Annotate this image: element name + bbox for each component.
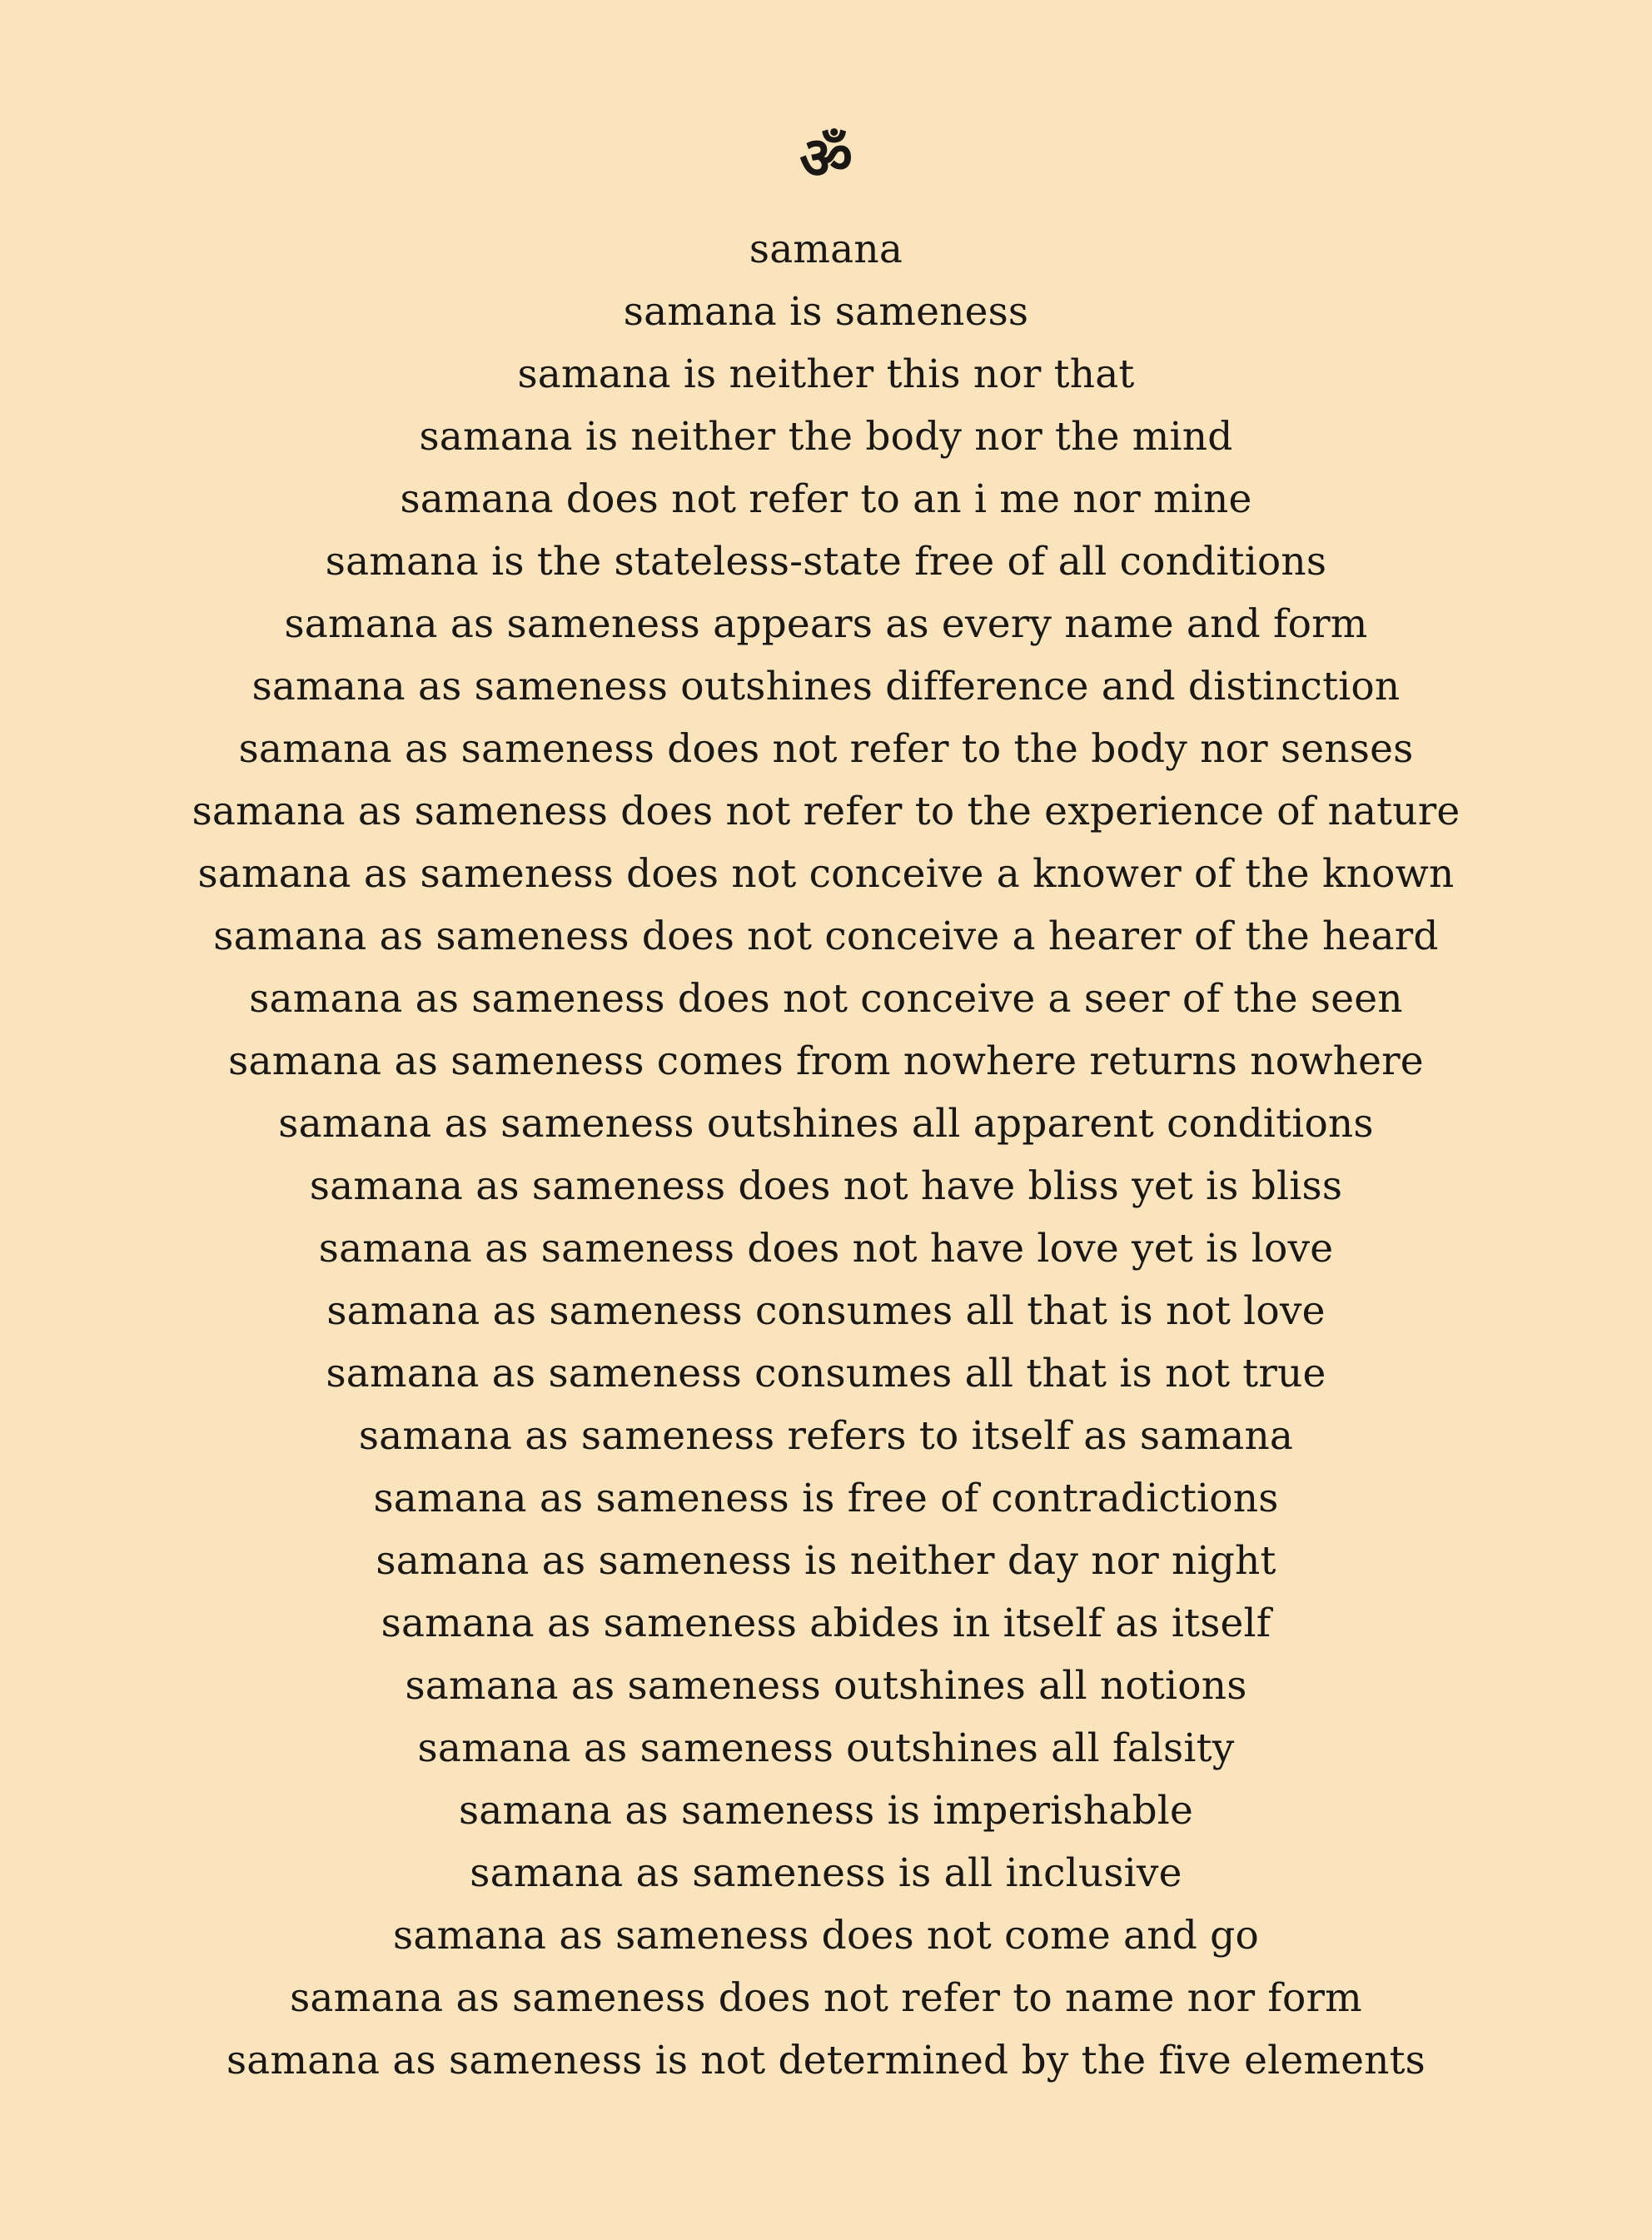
poem — [0, 218, 1652, 2092]
poem-line: samana as sameness does not conceive a seer of the seen — [249, 976, 1403, 1022]
poem-line: samana as sameness is not determined by the five elements — [226, 2038, 1426, 2083]
poem-line: samana as sameness outshines difference and distinction — [251, 664, 1401, 709]
poem-line: samana as sameness does not have bliss yet is bliss — [309, 1163, 1343, 1209]
poem-line: samana as sameness is imperishable — [458, 1788, 1194, 1834]
poem-line: samana as sameness outshines all falsity — [417, 1725, 1235, 1771]
poem-line: samana as sameness comes from nowhere returns nowhere — [228, 1038, 1424, 1084]
poem-line: samana — [749, 226, 903, 272]
om-symbol-icon: ॐ — [799, 123, 853, 192]
poem-line: samana as sameness does not refer to the experience of nature — [192, 789, 1460, 834]
poem-line: samana as sameness outshines all notions — [405, 1663, 1247, 1709]
poem-line: samana as sameness consumes all that is not love — [326, 1288, 1326, 1334]
poem-line: samana does not refer to an i me nor mine — [400, 476, 1252, 522]
poem-line: samana as sameness does not refer to name nor form — [290, 1975, 1362, 2021]
poem-line: samana as sameness outshines all apparent conditions — [278, 1101, 1374, 1147]
poem-line: samana is the stateless-state free of all conditions — [325, 539, 1327, 585]
poem-line: samana as sameness does not have love yet is love — [318, 1226, 1334, 1272]
poem-line: samana as sameness abides in itself as itself — [381, 1600, 1271, 1646]
poem-line: samana as sameness is free of contradictions — [373, 1476, 1279, 1521]
poem-line: samana as sameness does not conceive a hearer of the heard — [213, 913, 1439, 959]
poem-line: samana is sameness — [623, 289, 1029, 335]
poem-line: samana as sameness consumes all that is not true — [326, 1351, 1326, 1396]
poem-line: samana is neither this nor that — [517, 351, 1135, 397]
poem-line: samana as sameness is neither day nor night — [376, 1538, 1276, 1584]
poem-line: samana as sameness does not refer to the body nor senses — [238, 726, 1414, 772]
poem-line: samana as sameness is all inclusive — [470, 1850, 1182, 1896]
poem-line: samana as sameness does not come and go — [393, 1913, 1259, 1959]
poem-line: samana as sameness does not conceive a knower of the known — [197, 851, 1455, 897]
poem-line: samana as sameness refers to itself as samana — [358, 1413, 1294, 1459]
poem-line: samana as sameness appears as every name and form — [284, 601, 1368, 647]
poem-line: samana is neither the body nor the mind — [419, 414, 1233, 460]
